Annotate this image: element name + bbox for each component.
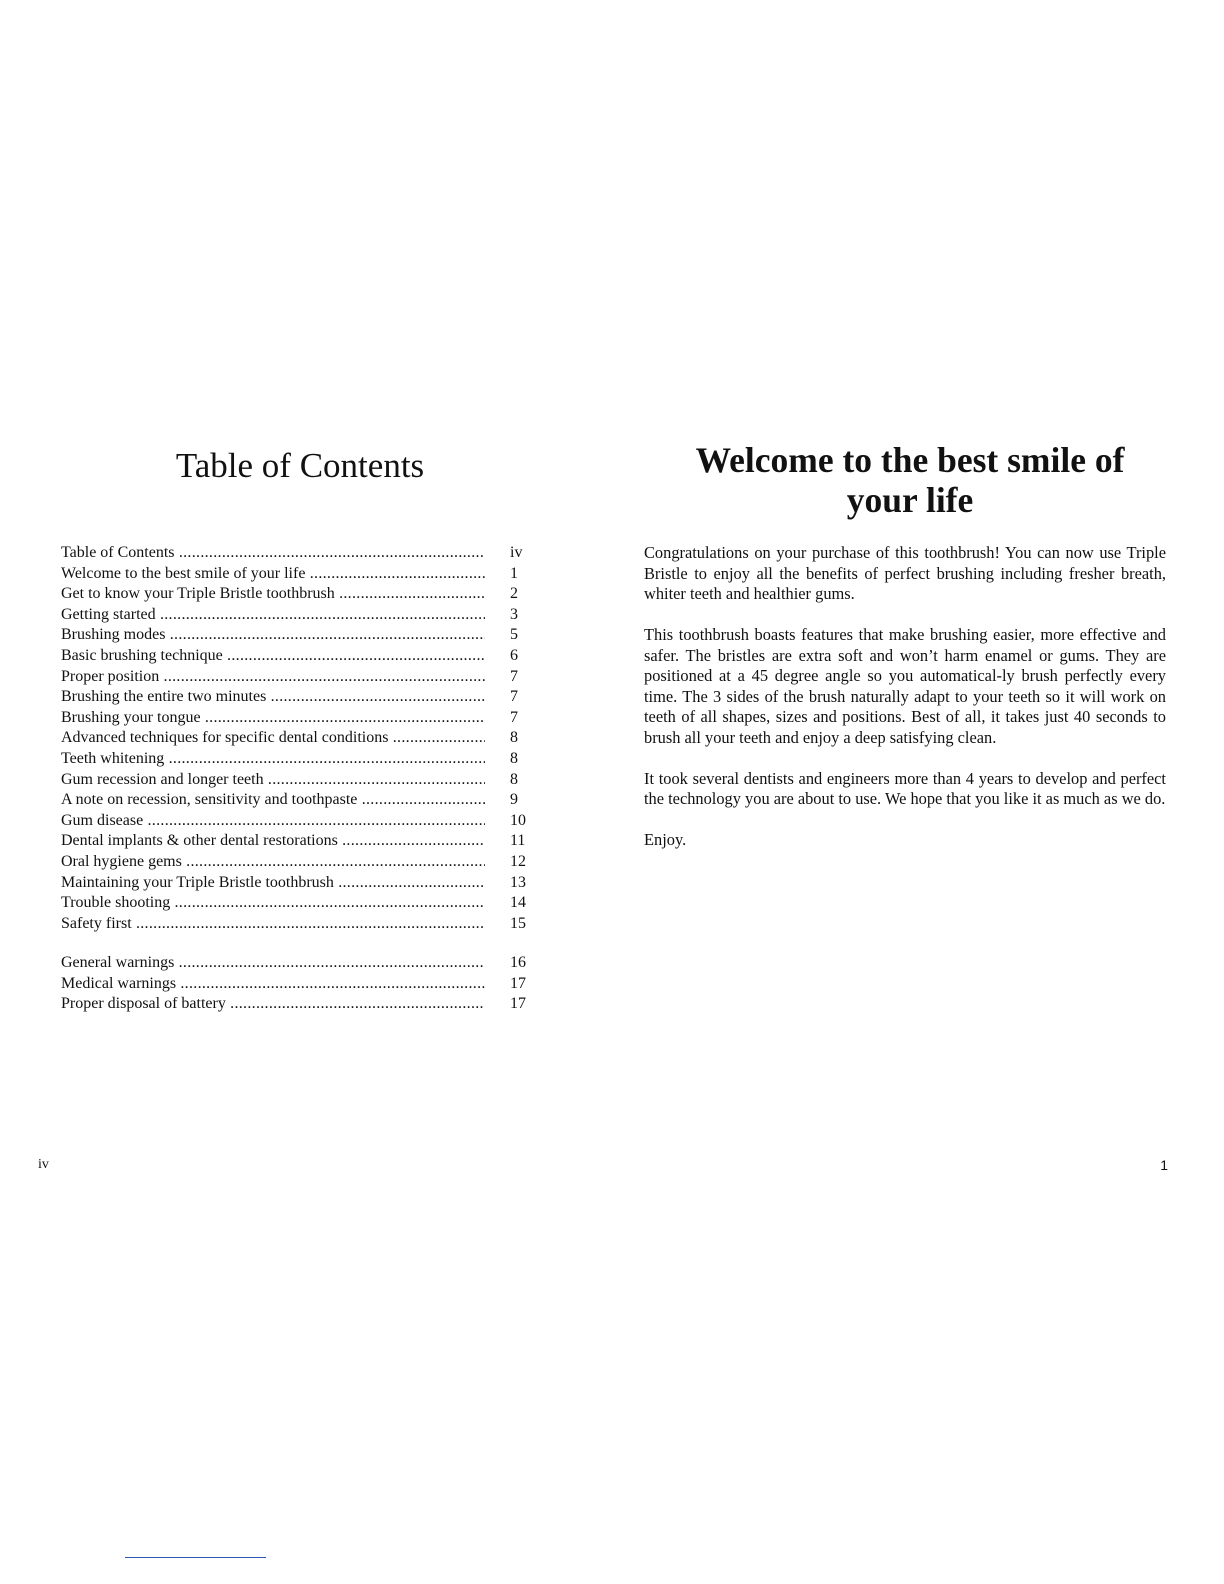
toc-entry-page: 7 bbox=[510, 688, 518, 706]
toc-entry-page: 2 bbox=[510, 585, 518, 603]
toc-title: Table of Contents bbox=[175, 446, 425, 485]
toc-entry-label: Gum disease ..... bbox=[61, 811, 485, 832]
toc-entry-page: 10 bbox=[510, 811, 526, 829]
toc-entry-label: Advanced techniques for specific dental conditions ..... bbox=[61, 728, 485, 749]
body-paragraph: Congratulations on your purchase of this toothbrush! You can now use Triple Bristle to enjoy all the benefits of perfect brushing including fresher breath, whiter teeth and healthier gums. bbox=[644, 543, 1166, 603]
toc-entry-label: Table of Contents ..... bbox=[61, 543, 485, 564]
body-paragraph: This toothbrush boasts features that make brushing easier, more effective and safer. The bristles are extra soft and won’t harm enamel or gums. They are positioned at a 45 degree angle so you automatical-ly brush perfectly every time. The 3 sides of the brush naturally adapt to your teeth so it will work on teeth of all shapes, sizes and positions. Best of all, it takes just 40 seconds to brush all your teeth and enjoy a deep satisfying clean. bbox=[644, 625, 1166, 747]
toc-entry-label: Basic brushing technique ..... bbox=[61, 646, 485, 667]
toc-entry[interactable] bbox=[61, 605, 541, 626]
toc-entry-page: 15 bbox=[510, 914, 526, 932]
toc-entry-label: Proper disposal of battery ..... bbox=[61, 994, 485, 1015]
toc-entry[interactable] bbox=[61, 893, 541, 914]
toc-entry[interactable] bbox=[61, 728, 541, 749]
toc-entry[interactable] bbox=[61, 749, 541, 770]
toc-entry-label: Welcome to the best smile of your life ..... bbox=[61, 564, 485, 585]
toc-entry[interactable] bbox=[61, 708, 541, 729]
toc-entry-label: Gum recession and longer teeth ..... bbox=[61, 770, 485, 791]
toc-entry-page: 14 bbox=[510, 894, 526, 912]
toc-entry-label: Get to know your Triple Bristle toothbrush ..... bbox=[61, 584, 485, 605]
toc-entry-label: Medical warnings ..... bbox=[61, 974, 485, 995]
toc-entry-page: 8 bbox=[510, 749, 518, 767]
toc-entry-page: 17 bbox=[510, 974, 526, 992]
toc-entry-label: General warnings ..... bbox=[61, 953, 485, 974]
toc-entry-page: 11 bbox=[510, 832, 526, 850]
toc-entry[interactable] bbox=[61, 667, 541, 688]
toc-entry-label: Trouble shooting ..... bbox=[61, 893, 485, 914]
toc-entry-page: 13 bbox=[510, 873, 526, 891]
toc-entry-page: 1 bbox=[510, 564, 518, 582]
toc-entry[interactable] bbox=[61, 831, 541, 852]
toc-entry-label: Brushing the entire two minutes ..... bbox=[61, 687, 485, 708]
welcome-title-line-2: your life bbox=[846, 480, 974, 520]
toc-entry[interactable] bbox=[61, 974, 541, 995]
right-page-number: 1 bbox=[1160, 1157, 1168, 1173]
toc-entry[interactable] bbox=[61, 914, 541, 935]
toc-entry[interactable] bbox=[61, 873, 541, 894]
body-paragraph: Enjoy. bbox=[644, 830, 687, 849]
toc-entry[interactable] bbox=[61, 646, 541, 667]
welcome-title bbox=[644, 440, 1176, 520]
toc-entry[interactable] bbox=[61, 994, 541, 1015]
toc-entry[interactable] bbox=[61, 811, 541, 832]
toc-entry-page: iv bbox=[510, 544, 523, 561]
toc-entry-label: Dental implants & other dental restorations ..... bbox=[61, 831, 485, 852]
toc-entry[interactable] bbox=[61, 543, 541, 564]
toc-entry[interactable] bbox=[61, 564, 541, 585]
toc-entry-page: 17 bbox=[510, 995, 526, 1013]
toc-entry[interactable] bbox=[61, 790, 541, 811]
toc-entry[interactable] bbox=[61, 687, 541, 708]
welcome-body bbox=[644, 543, 1166, 871]
welcome-title-line-1: Welcome to the best smile of bbox=[695, 440, 1125, 480]
toc-entry-label: Getting started ..... bbox=[61, 605, 485, 626]
toc-entry-page: 3 bbox=[510, 605, 518, 623]
toc-entry-page: 16 bbox=[510, 954, 526, 972]
toc-entry-page: 7 bbox=[510, 708, 518, 726]
toc-entry[interactable] bbox=[61, 770, 541, 791]
toc-entry-label: Maintaining your Triple Bristle toothbrush ..... bbox=[61, 873, 485, 894]
toc-entry[interactable] bbox=[61, 625, 541, 646]
toc-entry-page: 9 bbox=[510, 791, 518, 809]
toc-entry-page: 6 bbox=[510, 646, 518, 664]
toc-entry[interactable] bbox=[61, 852, 541, 873]
toc-list bbox=[61, 543, 541, 1015]
left-page-number: iv bbox=[38, 1157, 49, 1172]
footnote-divider bbox=[125, 1557, 266, 1558]
toc-entry-label: Oral hygiene gems ..... bbox=[61, 852, 485, 873]
toc-entry-label: Brushing modes ..... bbox=[61, 625, 485, 646]
toc-entry-page: 8 bbox=[510, 770, 518, 788]
toc-entry[interactable] bbox=[61, 584, 541, 605]
toc-entry-label: Brushing your tongue ..... bbox=[61, 708, 485, 729]
toc-entry-label: Proper position ..... bbox=[61, 667, 485, 688]
toc-entry-page: 5 bbox=[510, 626, 518, 644]
toc-entry-label: Safety first ..... bbox=[61, 914, 485, 935]
body-paragraph: It took several dentists and engineers more than 4 years to develop and perfect the technology you are about to use. We hope that you like it as much as we do. bbox=[644, 768, 1166, 808]
toc-entry[interactable] bbox=[61, 953, 541, 974]
toc-entry-page: 12 bbox=[510, 852, 526, 870]
toc-entry-page: 8 bbox=[510, 729, 518, 747]
toc-entry-label: Teeth whitening ..... bbox=[61, 749, 485, 770]
toc-entry-label: A note on recession, sensitivity and toothpaste ..... bbox=[61, 790, 485, 811]
toc-entry-page: 7 bbox=[510, 667, 518, 685]
